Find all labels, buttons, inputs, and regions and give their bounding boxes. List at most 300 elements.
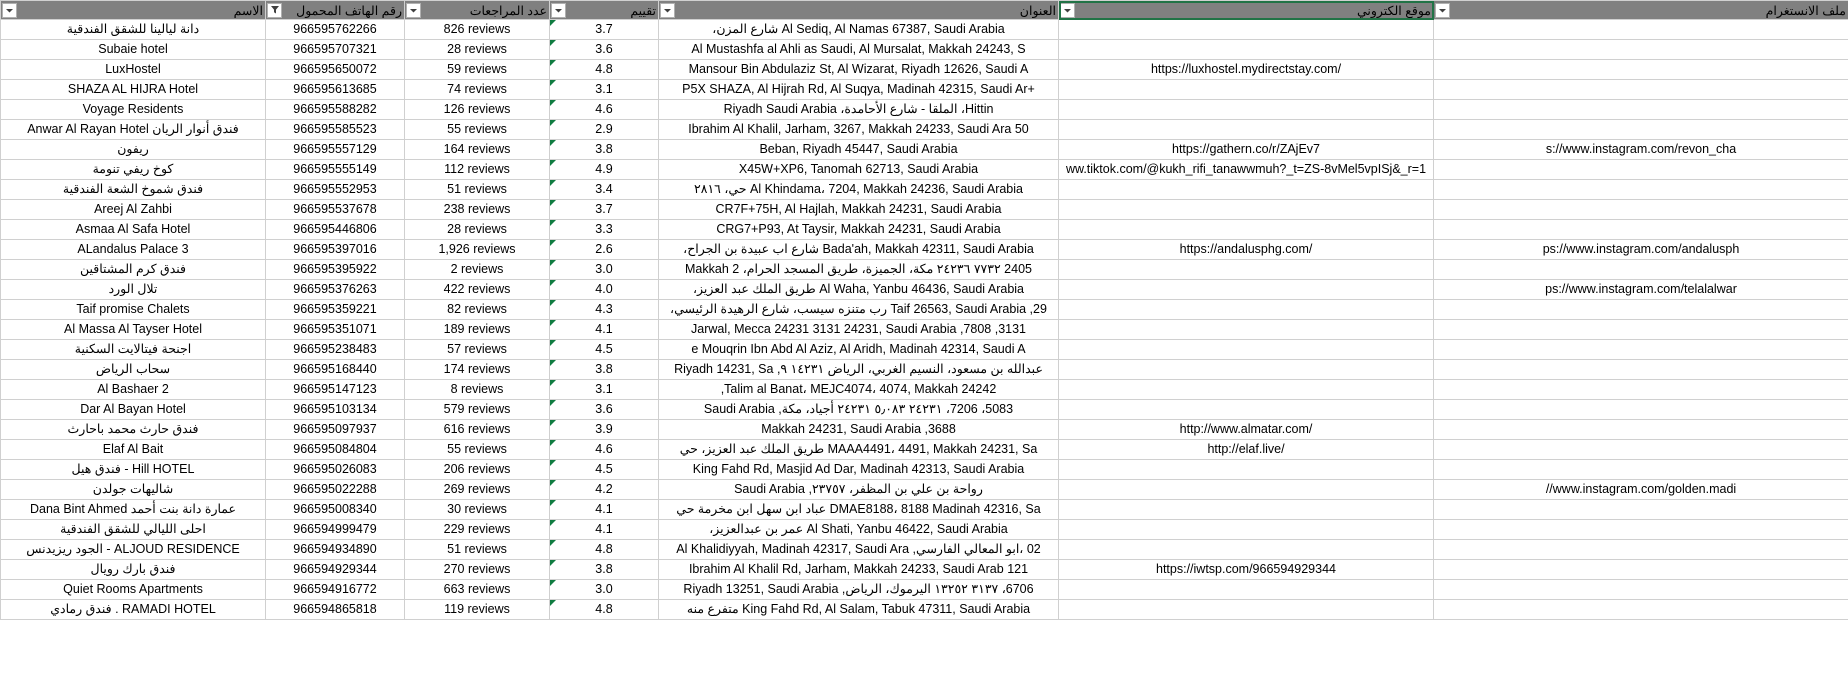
cell-website[interactable]: [1059, 600, 1434, 620]
cell-address[interactable]: [659, 320, 1059, 340]
cell-instagram[interactable]: [1434, 140, 1848, 160]
cell-address[interactable]: [659, 100, 1059, 120]
cell-website[interactable]: [1059, 80, 1434, 100]
cell-text: Al Waha, Yanbu 46436, Saudi Arabia طريق الملك عبد العزيز،: [692, 282, 1024, 296]
cell-reviews[interactable]: [405, 360, 550, 380]
table-row[interactable]: [1, 460, 1848, 480]
cell-phone[interactable]: [266, 360, 405, 380]
cell-rating[interactable]: [550, 280, 659, 300]
cell-phone[interactable]: [266, 120, 405, 140]
cell-text: 59 reviews: [447, 62, 507, 76]
cell-instagram[interactable]: [1434, 180, 1848, 200]
column-header-label: تقييم: [630, 3, 656, 18]
cell-instagram[interactable]: [1434, 540, 1848, 560]
cell-phone[interactable]: [266, 440, 405, 460]
cell-text: 121 Ibrahim Al Khalil Rd, Jarham, Makkah 24233, Saudi Arab: [688, 562, 1029, 576]
cell-reviews[interactable]: [405, 340, 550, 360]
cell-text: 4.1: [595, 322, 613, 336]
cell-name[interactable]: [1, 360, 266, 380]
table-row[interactable]: [1, 100, 1848, 120]
cell-phone[interactable]: [266, 60, 405, 80]
cell-phone[interactable]: [266, 420, 405, 440]
cell-text: King Fahd Rd, Al Salam, Tabuk 47311, Saudi Arabia متفرع منه: [686, 602, 1031, 616]
cell-phone[interactable]: [266, 180, 405, 200]
filter-dropdown-icon[interactable]: [406, 3, 421, 18]
cell-text: 174 reviews: [443, 362, 511, 376]
cell-phone[interactable]: [266, 20, 405, 40]
cell-address[interactable]: [659, 560, 1059, 580]
cell-address[interactable]: [659, 180, 1059, 200]
cell-reviews[interactable]: [405, 100, 550, 120]
cell-name[interactable]: [1, 580, 266, 600]
cell-text: 6706، ٣١٣٧ ١٣٢٥٢ اليرموك، الرياض, Riyadh 13251, Saudi Arabia: [683, 582, 1034, 596]
cell-name[interactable]: [1, 560, 266, 580]
cell-text: +P5X SHAZA, Al Hijrah Rd, Al Suqya, Madinah 42315, Saudi Ar: [682, 82, 1035, 96]
cell-rating[interactable]: [550, 240, 659, 260]
cell-address[interactable]: [659, 280, 1059, 300]
cell-text: 616 reviews: [443, 422, 511, 436]
cell-website[interactable]: [1059, 120, 1434, 140]
cell-phone[interactable]: [266, 100, 405, 120]
cell-rating[interactable]: [550, 40, 659, 60]
cell-address[interactable]: [659, 480, 1059, 500]
cell-phone[interactable]: [266, 80, 405, 100]
cell-address[interactable]: [659, 120, 1059, 140]
cell-name[interactable]: [1, 320, 266, 340]
cell-text: تلال الورد: [108, 282, 158, 296]
cell-address[interactable]: [659, 220, 1059, 240]
cell-reviews[interactable]: [405, 600, 550, 620]
cell-phone[interactable]: [266, 200, 405, 220]
cell-text: ALJOUD RESIDENCE - الجود ريزيدنس: [26, 542, 240, 556]
cell-name[interactable]: [1, 280, 266, 300]
cell-website[interactable]: [1059, 240, 1434, 260]
cell-rating[interactable]: [550, 260, 659, 280]
cell-text: King Fahd Rd, Masjid Ad Dar, Madinah 42313, Saudi Arabia: [692, 462, 1025, 476]
cell-website[interactable]: [1059, 100, 1434, 120]
cell-reviews[interactable]: [405, 460, 550, 480]
cell-rating[interactable]: [550, 480, 659, 500]
cell-website[interactable]: [1059, 380, 1434, 400]
cell-address[interactable]: [659, 500, 1059, 520]
cell-phone[interactable]: [266, 260, 405, 280]
cell-text: Al Shati, Yanbu 46422, Saudi Arabia عمر بن عبدالعزيز،: [709, 522, 1008, 536]
cell-instagram[interactable]: [1434, 260, 1848, 280]
cell-address[interactable]: [659, 260, 1059, 280]
filter-dropdown-icon[interactable]: [660, 3, 675, 18]
cell-website[interactable]: [1059, 460, 1434, 480]
error-marker-icon: [550, 360, 556, 366]
cell-instagram[interactable]: [1434, 160, 1848, 180]
cell-rating[interactable]: [550, 120, 659, 140]
cell-text: Asmaa Al Safa Hotel: [75, 222, 191, 236]
cell-rating[interactable]: [550, 60, 659, 80]
cell-address[interactable]: [659, 380, 1059, 400]
cell-address[interactable]: [659, 200, 1059, 220]
cell-reviews[interactable]: [405, 520, 550, 540]
cell-instagram[interactable]: [1434, 420, 1848, 440]
cell-instagram[interactable]: [1434, 500, 1848, 520]
cell-text: فندق أنوار الريان Anwar Al Rayan Hotel: [27, 122, 239, 136]
column-header-rating[interactable]: [550, 1, 659, 20]
cell-text: 966595707321: [293, 42, 377, 56]
cell-address[interactable]: [659, 340, 1059, 360]
cell-name[interactable]: [1, 220, 266, 240]
cell-website[interactable]: [1059, 320, 1434, 340]
error-marker-icon: [550, 500, 556, 506]
column-header-website[interactable]: [1059, 1, 1434, 20]
column-header-phone[interactable]: [266, 1, 405, 20]
table-row[interactable]: [1, 440, 1848, 460]
cell-name[interactable]: [1, 260, 266, 280]
cell-website[interactable]: [1059, 220, 1434, 240]
cell-name[interactable]: [1, 540, 266, 560]
cell-reviews[interactable]: [405, 280, 550, 300]
cell-reviews[interactable]: [405, 540, 550, 560]
cell-text: 2.9: [595, 122, 613, 136]
cell-phone[interactable]: [266, 400, 405, 420]
cell-phone[interactable]: [266, 600, 405, 620]
table-row[interactable]: [1, 260, 1848, 280]
cell-rating[interactable]: [550, 340, 659, 360]
cell-rating[interactable]: [550, 180, 659, 200]
cell-text: 2.6: [595, 242, 613, 256]
cell-website[interactable]: [1059, 360, 1434, 380]
cell-text: شاليهات جولدن: [92, 482, 174, 496]
cell-website[interactable]: [1059, 500, 1434, 520]
cell-website[interactable]: [1059, 280, 1434, 300]
table-row[interactable]: [1, 60, 1848, 80]
cell-address[interactable]: [659, 420, 1059, 440]
cell-rating[interactable]: [550, 380, 659, 400]
cell-text: Beban, Riyadh 45447, Saudi Arabia: [759, 142, 958, 156]
cell-reviews[interactable]: [405, 60, 550, 80]
cell-reviews[interactable]: [405, 400, 550, 420]
cell-phone[interactable]: [266, 520, 405, 540]
table-row[interactable]: [1, 40, 1848, 60]
cell-website[interactable]: [1059, 420, 1434, 440]
table-row[interactable]: [1, 140, 1848, 160]
cell-reviews[interactable]: [405, 380, 550, 400]
cell-rating[interactable]: [550, 400, 659, 420]
cell-instagram[interactable]: [1434, 360, 1848, 380]
cell-rating[interactable]: [550, 460, 659, 480]
cell-instagram[interactable]: [1434, 580, 1848, 600]
cell-reviews[interactable]: [405, 480, 550, 500]
cell-rating[interactable]: [550, 140, 659, 160]
cell-name[interactable]: [1, 60, 266, 80]
cell-instagram[interactable]: [1434, 80, 1848, 100]
cell-name[interactable]: [1, 500, 266, 520]
cell-website[interactable]: [1059, 540, 1434, 560]
cell-address[interactable]: [659, 360, 1059, 380]
cell-website[interactable]: [1059, 400, 1434, 420]
cell-address[interactable]: [659, 460, 1059, 480]
cell-reviews[interactable]: [405, 440, 550, 460]
cell-website[interactable]: [1059, 20, 1434, 40]
table-row[interactable]: [1, 280, 1848, 300]
cell-phone[interactable]: [266, 300, 405, 320]
cell-name[interactable]: [1, 80, 266, 100]
cell-website[interactable]: [1059, 440, 1434, 460]
cell-website[interactable]: [1059, 160, 1434, 180]
cell-rating[interactable]: [550, 600, 659, 620]
cell-instagram[interactable]: [1434, 440, 1848, 460]
table-row[interactable]: [1, 220, 1848, 240]
cell-name[interactable]: [1, 340, 266, 360]
cell-text: 966595650072: [293, 62, 377, 76]
table-row[interactable]: [1, 20, 1848, 40]
cell-website[interactable]: [1059, 560, 1434, 580]
cell-rating[interactable]: [550, 220, 659, 240]
table-row[interactable]: [1, 80, 1848, 100]
table-row[interactable]: [1, 580, 1848, 600]
cell-address[interactable]: [659, 40, 1059, 60]
cell-text: 5083، 7206، ٢٤٢٣١ ٥٫٠٨٣ ٢٤٢٣١ أجياد، مكة, Saudi Arabia: [703, 402, 1014, 416]
cell-rating[interactable]: [550, 20, 659, 40]
cell-phone[interactable]: [266, 560, 405, 580]
cell-text: CR7F+75H, Al Hajlah, Makkah 24231, Saudi Arabia: [715, 202, 1002, 216]
cell-address[interactable]: [659, 300, 1059, 320]
filter-dropdown-icon[interactable]: [2, 3, 17, 18]
table-row[interactable]: [1, 380, 1848, 400]
cell-instagram[interactable]: [1434, 600, 1848, 620]
cell-address[interactable]: [659, 20, 1059, 40]
cell-website[interactable]: [1059, 200, 1434, 220]
cell-text: ريفون: [117, 142, 149, 156]
cell-text: 55 reviews: [447, 122, 507, 136]
cell-name[interactable]: [1, 160, 266, 180]
error-marker-icon: [550, 480, 556, 486]
cell-name[interactable]: [1, 420, 266, 440]
cell-instagram[interactable]: [1434, 560, 1848, 580]
cell-text: 966595097937: [293, 422, 377, 436]
cell-website[interactable]: [1059, 520, 1434, 540]
cell-phone[interactable]: [266, 340, 405, 360]
cell-name[interactable]: [1, 40, 266, 60]
cell-address[interactable]: [659, 540, 1059, 560]
cell-rating[interactable]: [550, 520, 659, 540]
cell-reviews[interactable]: [405, 200, 550, 220]
cell-phone[interactable]: [266, 220, 405, 240]
table-row[interactable]: [1, 420, 1848, 440]
cell-name[interactable]: [1, 180, 266, 200]
cell-instagram[interactable]: [1434, 60, 1848, 80]
cell-reviews[interactable]: [405, 140, 550, 160]
cell-address[interactable]: [659, 140, 1059, 160]
cell-name[interactable]: [1, 200, 266, 220]
cell-text: MAAA4491، 4491, Makkah 24231, Sa طريق الملك عبد العزيز، حي: [679, 442, 1038, 456]
cell-phone[interactable]: [266, 140, 405, 160]
cell-instagram[interactable]: [1434, 220, 1848, 240]
cell-reviews[interactable]: [405, 500, 550, 520]
column-header-instagram[interactable]: [1434, 1, 1848, 20]
cell-name[interactable]: [1, 120, 266, 140]
cell-text: 4.6: [595, 442, 613, 456]
cell-name[interactable]: [1, 520, 266, 540]
cell-website[interactable]: [1059, 180, 1434, 200]
cell-text: ps://www.instagram.com/andalusph: [1542, 242, 1740, 256]
cell-text: 966595446806: [293, 222, 377, 236]
filter-dropdown-icon[interactable]: [1060, 3, 1075, 18]
cell-phone[interactable]: [266, 40, 405, 60]
cell-instagram[interactable]: [1434, 300, 1848, 320]
cell-name[interactable]: [1, 380, 266, 400]
cell-instagram[interactable]: [1434, 400, 1848, 420]
cell-phone[interactable]: [266, 380, 405, 400]
cell-instagram[interactable]: [1434, 460, 1848, 480]
cell-text: 82 reviews: [447, 302, 507, 316]
cell-text: 51 reviews: [447, 182, 507, 196]
cell-phone[interactable]: [266, 160, 405, 180]
cell-instagram[interactable]: [1434, 340, 1848, 360]
filter-dropdown-icon[interactable]: [1435, 3, 1450, 18]
cell-address[interactable]: [659, 580, 1059, 600]
cell-instagram[interactable]: [1434, 320, 1848, 340]
cell-instagram[interactable]: [1434, 280, 1848, 300]
cell-text: Hittin، الملقا - شارع الأحامدة، Riyadh Saudi Arabia: [723, 102, 994, 116]
table-row[interactable]: [1, 320, 1848, 340]
table-row[interactable]: [1, 240, 1848, 260]
cell-reviews[interactable]: [405, 160, 550, 180]
cell-text: https://andalusphg.com/: [1179, 242, 1313, 256]
cell-address[interactable]: [659, 400, 1059, 420]
cell-website[interactable]: [1059, 140, 1434, 160]
table-row[interactable]: [1, 500, 1848, 520]
cell-reviews[interactable]: [405, 300, 550, 320]
cell-address[interactable]: [659, 520, 1059, 540]
cell-website[interactable]: [1059, 40, 1434, 60]
table-row[interactable]: [1, 300, 1848, 320]
table-row[interactable]: [1, 200, 1848, 220]
cell-reviews[interactable]: [405, 220, 550, 240]
cell-reviews[interactable]: [405, 80, 550, 100]
column-header-address[interactable]: [659, 1, 1059, 20]
cell-reviews[interactable]: [405, 40, 550, 60]
table-row[interactable]: [1, 520, 1848, 540]
cell-instagram[interactable]: [1434, 240, 1848, 260]
cell-rating[interactable]: [550, 160, 659, 180]
cell-instagram[interactable]: [1434, 120, 1848, 140]
cell-instagram[interactable]: [1434, 20, 1848, 40]
cell-name[interactable]: [1, 20, 266, 40]
cell-instagram[interactable]: [1434, 380, 1848, 400]
table-row[interactable]: [1, 400, 1848, 420]
filter-dropdown-icon[interactable]: [551, 3, 566, 18]
cell-name[interactable]: [1, 440, 266, 460]
table-row[interactable]: [1, 160, 1848, 180]
cell-phone[interactable]: [266, 320, 405, 340]
table-row[interactable]: [1, 560, 1848, 580]
cell-phone[interactable]: [266, 580, 405, 600]
cell-address[interactable]: [659, 600, 1059, 620]
cell-rating[interactable]: [550, 560, 659, 580]
cell-rating[interactable]: [550, 300, 659, 320]
cell-text: 966595397016: [293, 242, 377, 256]
cell-name[interactable]: [1, 460, 266, 480]
cell-text: 4.8: [595, 542, 613, 556]
cell-reviews[interactable]: [405, 320, 550, 340]
cell-rating[interactable]: [550, 200, 659, 220]
cell-website[interactable]: [1059, 580, 1434, 600]
cell-name[interactable]: [1, 480, 266, 500]
cell-name[interactable]: [1, 300, 266, 320]
cell-phone[interactable]: [266, 280, 405, 300]
table-row[interactable]: [1, 180, 1848, 200]
cell-website[interactable]: [1059, 480, 1434, 500]
table-row[interactable]: [1, 540, 1848, 560]
cell-name[interactable]: [1, 400, 266, 420]
cell-reviews[interactable]: [405, 240, 550, 260]
cell-phone[interactable]: [266, 540, 405, 560]
column-header-name[interactable]: [1, 1, 266, 20]
cell-phone[interactable]: [266, 240, 405, 260]
cell-website[interactable]: [1059, 340, 1434, 360]
cell-address[interactable]: [659, 80, 1059, 100]
cell-name[interactable]: [1, 100, 266, 120]
error-marker-icon: [550, 420, 556, 426]
cell-name[interactable]: [1, 600, 266, 620]
cell-address[interactable]: [659, 240, 1059, 260]
filter-applied-icon[interactable]: [267, 3, 282, 18]
cell-rating[interactable]: [550, 420, 659, 440]
cell-address[interactable]: [659, 160, 1059, 180]
cell-website[interactable]: [1059, 260, 1434, 280]
cell-reviews[interactable]: [405, 180, 550, 200]
cell-instagram[interactable]: [1434, 200, 1848, 220]
table-row[interactable]: [1, 360, 1848, 380]
cell-rating[interactable]: [550, 320, 659, 340]
cell-phone[interactable]: [266, 500, 405, 520]
table-row[interactable]: [1, 120, 1848, 140]
cell-name[interactable]: [1, 140, 266, 160]
cell-text: 229 reviews: [443, 522, 511, 536]
error-marker-icon: [550, 400, 556, 406]
error-marker-icon: [550, 280, 556, 286]
cell-instagram[interactable]: [1434, 480, 1848, 500]
table-row[interactable]: [1, 480, 1848, 500]
cell-reviews[interactable]: [405, 580, 550, 600]
cell-website[interactable]: [1059, 60, 1434, 80]
cell-instagram[interactable]: [1434, 100, 1848, 120]
cell-address[interactable]: [659, 440, 1059, 460]
cell-rating[interactable]: [550, 100, 659, 120]
cell-rating[interactable]: [550, 80, 659, 100]
cell-text: 270 reviews: [443, 562, 511, 576]
cell-reviews[interactable]: [405, 560, 550, 580]
cell-reviews[interactable]: [405, 20, 550, 40]
cell-phone[interactable]: [266, 460, 405, 480]
cell-address[interactable]: [659, 60, 1059, 80]
cell-rating[interactable]: [550, 500, 659, 520]
cell-text: 2405 ٧٧٣٢ ٢٤٢٣٦ مكة، الجميزة، طريق المسجد الحرام، Makkah 2: [685, 262, 1032, 276]
table-row[interactable]: [1, 340, 1848, 360]
column-header-reviews[interactable]: [405, 1, 550, 20]
cell-rating[interactable]: [550, 540, 659, 560]
cell-name[interactable]: [1, 240, 266, 260]
cell-phone[interactable]: [266, 480, 405, 500]
cell-reviews[interactable]: [405, 420, 550, 440]
cell-instagram[interactable]: [1434, 520, 1848, 540]
cell-rating[interactable]: [550, 360, 659, 380]
cell-rating[interactable]: [550, 580, 659, 600]
cell-instagram[interactable]: [1434, 40, 1848, 60]
cell-reviews[interactable]: [405, 260, 550, 280]
cell-reviews[interactable]: [405, 120, 550, 140]
cell-rating[interactable]: [550, 440, 659, 460]
cell-website[interactable]: [1059, 300, 1434, 320]
table-row[interactable]: [1, 600, 1848, 620]
